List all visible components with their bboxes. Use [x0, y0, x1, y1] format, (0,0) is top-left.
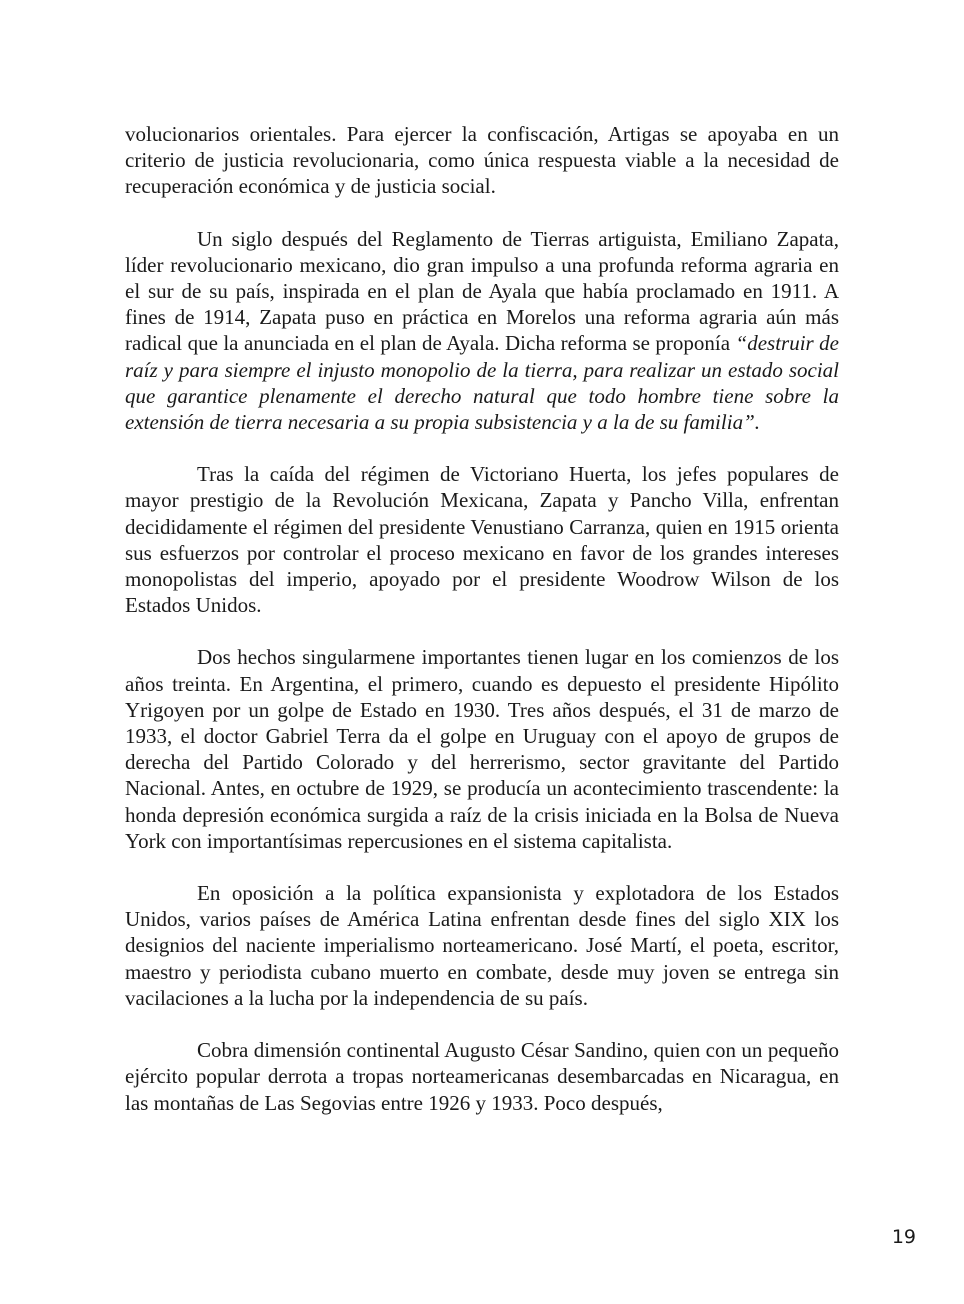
paragraph-anos-treinta: Dos hechos singularmene importantes tienen lugar en los comienzos de los años treinta. En Argentina, el primero, cuando es depuesto el presidente Hipólito Yrigoyen por un golpe de Estado en 1930. Tres años después, el 31 de marzo de 1933, el doctor Gabriel Terra da el golpe en Uruguay con el apoyo de grupos de derecha del Partido Colorado y del herrerismo, sector gravitante del Partido Nacional. Antes, en octubre de 1929, se producía un acontecimiento trascendente: la honda depresión económica surgida a raíz de la crisis iniciada en la Bolsa de Nueva York con importantísimas repercusiones en el sistema capitalista. [125, 645, 839, 853]
page-number: 19 [891, 1226, 916, 1248]
zapata-quote: “destruir de raíz y para siempre el injusto monopolio de la tierra, para realizar un estado social que garantice plenamente el derecho natural que todo hombre tiene sobre la extensión de tierra necesaria a su propia subsistencia y a la de su familia”. [125, 331, 840, 435]
paragraph-sandino: Cobra dimensión continental Augusto César Sandino, quien con un pequeño ejército popular derrota a tropas norteamericanas desembarcadas en Nicaragua, en las montañas de Las Segovias entre 1926 y 1933. Poco después, [125, 1038, 839, 1115]
paragraph-marti: En oposición a la política expansionista y explotadora de los Estados Unidos, varios países de América Latina enfrentan desde fines del siglo XIX los designios del naciente imperialismo norteamericano. José Martí, el poeta, escritor, maestro y periodista cubano muerto en combate, desde muy joven se entrega sin vacilaciones a la lucha por la independencia de su país. [125, 881, 839, 1010]
paragraph-zapata-text: Un siglo después del Reglamento de Tierras artiguista, Emiliano Zapata, líder revolucionario mexicano, dio gran impulso a una profunda reforma agraria en el sur de su país, inspirada en el plan de Ayala que había proclamado en 1911. A fines de 1914, Zapata puso en práctica en Morelos una reforma agraria aún más radical que la anunciada en el plan de Ayala. Dicha reforma se proponía [125, 226, 839, 356]
paragraph-artigas: volucionarios orientales. Para ejercer la confiscación, Artigas se apoyaba en un criterio de justicia revolucionaria, como única respuesta viable a la necesidad de recuperación económica y de justicia social. [125, 122, 839, 199]
page-body [125, 121, 839, 1142]
paragraph-zapata [125, 226, 839, 436]
paragraph-huerta: Tras la caída del régimen de Victoriano Huerta, los jefes populares de mayor prestigio de la Revolución Mexicana, Zapata y Pancho Villa, enfrentan decididamente el régimen del presidente Venustiano Carranza, quien en 1915 orienta sus esfuerzos por controlar el proceso mexicano en favor de los grandes intereses monopolistas del imperio, apoyado por el presidente Woodrow Wilson de los Estados Unidos. [125, 462, 839, 618]
